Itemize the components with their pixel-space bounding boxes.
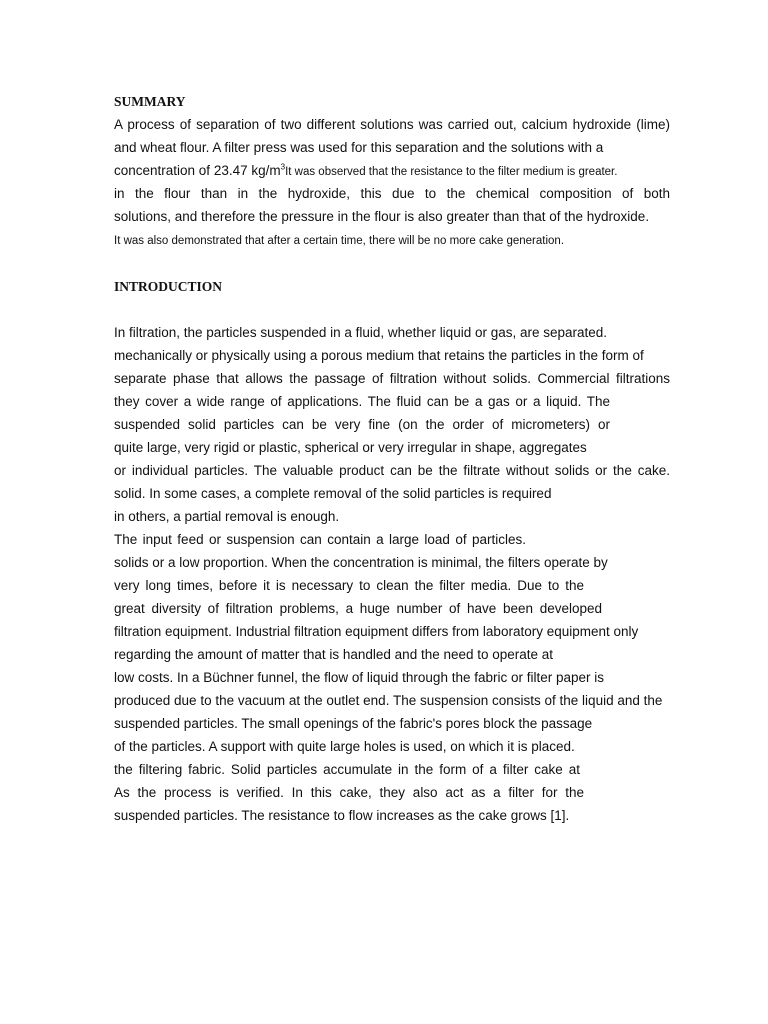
summary-line-5: solutions, and therefore the pressure in the flour is also greater than that of the hydroxide. [114,209,650,224]
summary-line-3-start: concentration of 23.47 kg/m [114,163,281,178]
intro-line: in others, a partial removal is enough. [114,509,340,524]
intro-line: they cover a wide range of applications. The fluid can be a gas or a liquid. The [114,394,610,409]
intro-line: very long times, before it is necessary to clean the filter media. Due to the [114,578,584,593]
intro-line: suspended solid particles can be very fine (on the order of micrometers) or [114,417,610,432]
superscript-3: 3 [280,162,286,172]
summary-line-6: It was also demonstrated that after a certain time, there will be no more cake generation. [114,235,565,247]
introduction-heading: INTRODUCTION [114,279,223,294]
intro-line: In filtration, the particles suspended in a fluid, whether liquid or gas, are separated. [114,325,608,340]
intro-line: quite large, very rigid or plastic, spherical or very irregular in shape, aggregates [114,440,587,455]
intro-line: As the process is verified. In this cake, they also act as a filter for the [114,785,584,800]
summary-line-1: A process of separation of two different solutions was carried out, calcium hydroxide (lime) [114,117,670,132]
intro-line: of the particles. A support with quite large holes is used, on which it is placed. [114,739,575,754]
summary-line-2: and wheat flour. A filter press was used for this separation and the solutions with a [114,140,604,155]
intro-line: suspended particles. The small openings of the fabric's pores block the passage [114,716,593,731]
intro-line: or individual particles. The valuable product can be the filtrate without solids or the cake. [114,463,670,478]
summary-heading: SUMMARY [114,94,186,109]
intro-line: regarding the amount of matter that is handled and the need to operate at [114,647,554,662]
summary-line-3-end: It was observed that the resistance to the filter medium is greater. [285,166,618,178]
intro-line: great diversity of filtration problems, a huge number of have been developed [114,601,602,616]
intro-line: solids or a low proportion. When the concentration is minimal, the filters operate by [114,555,608,570]
intro-line: solid. In some cases, a complete removal of the solid particles is required [114,486,552,501]
summary-line-4: in the flour than in the hydroxide, this due to the chemical composition of both [114,186,670,201]
intro-line: produced due to the vacuum at the outlet end. The suspension consists of the liquid and the [114,693,663,708]
intro-line: the filtering fabric. Solid particles accumulate in the form of a filter cake at [114,762,580,777]
intro-line: low costs. In a Büchner funnel, the flow of liquid through the fabric or filter paper is [114,670,605,685]
intro-line: The input feed or suspension can contain a large load of particles. [114,532,526,547]
intro-line: suspended particles. The resistance to flow increases as the cake grows [1]. [114,808,570,823]
intro-line: filtration equipment. Industrial filtration equipment differs from laboratory equipment only [114,624,639,639]
intro-line: mechanically or physically using a porous medium that retains the particles in the form of [114,348,644,363]
summary-line-3 [114,162,617,181]
intro-line: separate phase that allows the passage of filtration without solids. Commercial filtrations [114,371,670,386]
